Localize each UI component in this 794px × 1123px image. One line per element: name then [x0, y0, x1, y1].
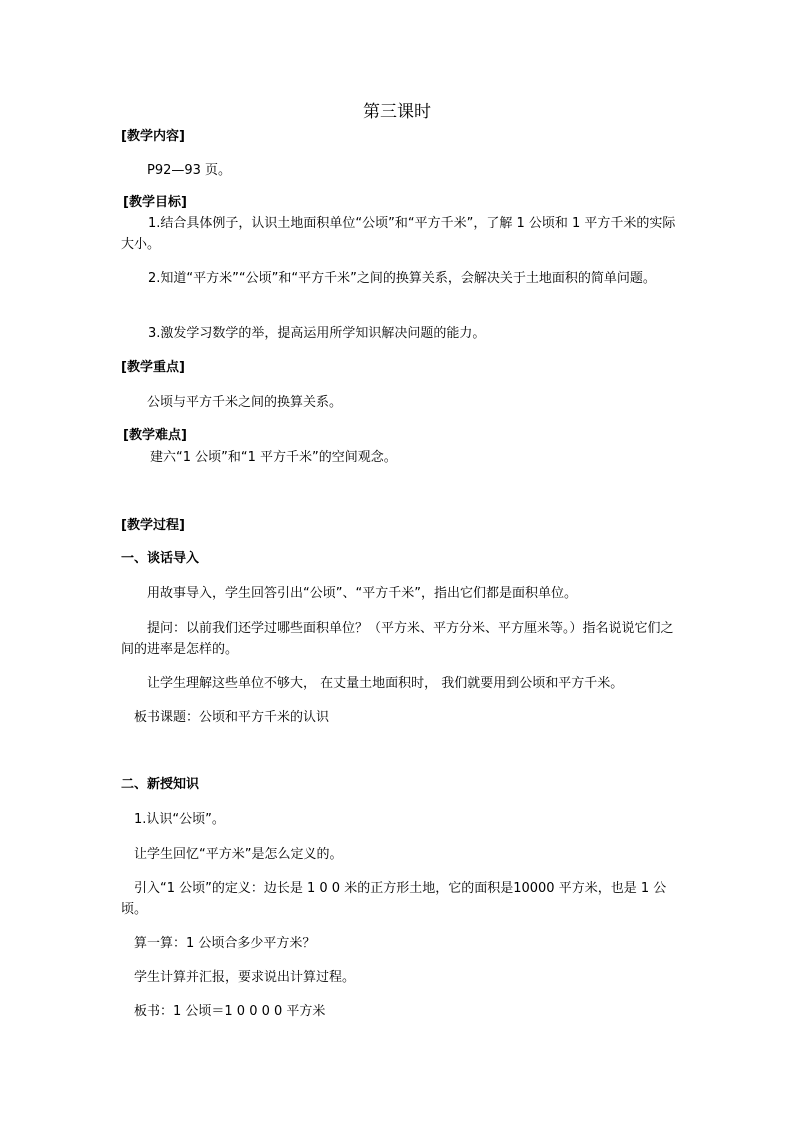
s1-paragraph-3: 让学生理解这些单位不够大， 在丈量土地面积时， 我们就要用到公顷和平方千米。	[147, 676, 624, 691]
s2-paragraph-6: 板书：1 公顷＝1 0 0 0 0 平方米	[134, 1004, 326, 1019]
key-text: 公顷与平方千米之间的换算关系。	[147, 395, 343, 410]
s1-paragraph-1: 用故事导入，学生回答引出“公顷”、“平方千米”，指出它们都是面积单位。	[147, 586, 577, 601]
s2-paragraph-5: 学生计算并汇报，要求说出计算过程。	[134, 970, 356, 985]
s2-paragraph-3: 引入“1 公顷”的定义：边长是 1 0 0 米的正方形土地，它的面积是10000 平方米，也是 1 公顷。	[121, 881, 667, 917]
goal-2: 2.知道“平方米”“公顷”和“平方千米”之间的换算关系，会解决关于土地面积的简单问题。	[148, 271, 656, 286]
content-heading: [教学内容]	[121, 129, 185, 144]
s2-paragraph-2: 让学生回忆“平方米”是怎么定义的。	[134, 847, 343, 862]
difficulty-text: 建六“1 公顷”和“1 平方千米”的空间观念。	[150, 450, 397, 465]
section-2-heading: 二、新授知识	[121, 777, 200, 792]
key-heading: [教学重点]	[121, 360, 185, 375]
page-title: 第三课时	[363, 102, 431, 122]
s1-paragraph-2: 提问：以前我们还学过哪些面积单位？（平方米、平方分米、平方厘米等。）指名说说它们之间的进率是怎样的。	[121, 621, 674, 657]
process-heading: [教学过程]	[121, 518, 185, 533]
section-1-heading: 一、谈话导入	[121, 551, 200, 566]
goal-3: 3.激发学习数学的举，提高运用所学知识解决问题的能力。	[148, 326, 486, 341]
content-text: P92—93 页。	[147, 163, 232, 178]
difficulty-heading: [教学难点]	[123, 428, 187, 443]
s2-paragraph-4: 算一算：1 公顷合多少平方米？	[134, 936, 316, 951]
goals-heading: [教学目标]	[123, 195, 187, 210]
s1-paragraph-4: 板书课题：公顷和平方千米的认识	[134, 710, 330, 725]
goal-1: 1.结合具体例子，认识土地面积单位“公顷”和“平方千米”，了解 1 公顷和 1 平方千米的实际大小。	[121, 216, 676, 252]
s2-paragraph-1: 1.认识“公顷”。	[134, 812, 225, 827]
